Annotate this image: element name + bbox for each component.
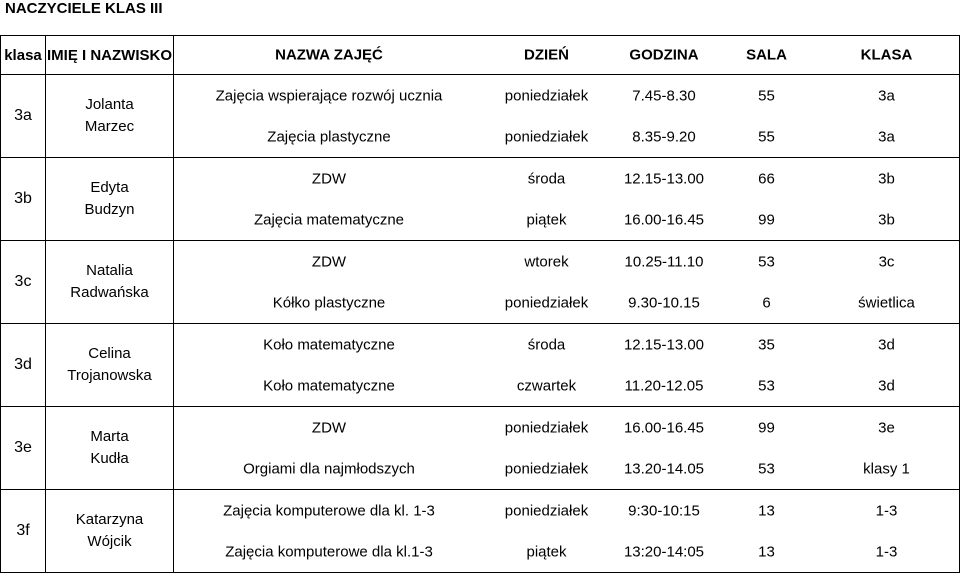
session-line <box>174 490 959 531</box>
session-line <box>174 241 959 282</box>
header-room: SALA <box>746 46 787 64</box>
session-day: środa <box>527 170 566 187</box>
session-subject: Kółko plastyczne <box>272 294 386 311</box>
session-subject: Zajęcia wspierające rozwój ucznia <box>215 87 443 104</box>
header-klasa: klasa <box>1 36 46 75</box>
class-cell: 3c <box>1 241 46 324</box>
session-group: 3d <box>878 336 895 353</box>
session-room: 13 <box>758 502 775 519</box>
teacher-name-cell <box>46 490 174 573</box>
session-room: 53 <box>758 377 775 394</box>
session-room: 55 <box>758 87 775 104</box>
session-time: 9.30-10.15 <box>628 294 700 311</box>
session-subject: Zajęcia komputerowe dla kl.1-3 <box>225 543 433 560</box>
header-name: IMIĘ I NAZWISKO <box>46 36 174 75</box>
session-subject: Zajęcia plastyczne <box>267 128 391 145</box>
header-details <box>174 36 960 75</box>
session-subject: Zajęcia komputerowe dla kl. 1-3 <box>223 502 435 519</box>
session-line <box>174 282 959 323</box>
teacher-last-name: Trojanowska <box>67 367 152 384</box>
session-subject: ZDW <box>311 419 347 436</box>
table-row <box>1 407 960 490</box>
teacher-last-name: Budzyn <box>84 201 135 218</box>
teacher-first-name: Edyta <box>90 179 129 196</box>
session-day: poniedziałek <box>504 502 589 519</box>
session-day: poniedziałek <box>504 128 589 145</box>
session-room: 53 <box>758 253 775 270</box>
class-cell: 3a <box>1 75 46 158</box>
session-subject: Orgiami dla najmłodszych <box>243 460 415 477</box>
session-day: piątek <box>526 211 567 228</box>
session-group: 3b <box>878 211 895 228</box>
header-day: DZIEŃ <box>524 46 569 64</box>
session-day: poniedziałek <box>504 419 589 436</box>
teacher-name-cell <box>46 158 174 241</box>
session-day: czwartek <box>516 377 577 394</box>
session-group: 3d <box>878 377 895 394</box>
session-time: 13.20-14.05 <box>623 460 705 477</box>
teacher-first-name: Marta <box>90 428 129 445</box>
session-group: 3e <box>878 419 895 436</box>
session-time: 13:20-14:05 <box>623 543 705 560</box>
session-group: 3a <box>878 128 895 145</box>
session-line <box>174 531 959 572</box>
session-time: 8.35-9.20 <box>632 128 696 145</box>
session-subject: Koło matematyczne <box>263 377 395 394</box>
teacher-name-cell <box>46 75 174 158</box>
header-time: GODZINA <box>629 46 699 64</box>
session-line <box>174 448 959 489</box>
teacher-first-name: Natalia <box>86 262 133 279</box>
teacher-last-name: Wójcik <box>87 533 132 550</box>
session-subject: Zajęcia matematyczne <box>253 211 405 228</box>
session-time: 9:30-10:15 <box>628 502 700 519</box>
sessions-cell <box>174 241 960 324</box>
table-row <box>1 75 960 158</box>
session-time: 12.15-13.00 <box>623 336 705 353</box>
session-subject: ZDW <box>311 170 347 187</box>
table-row <box>1 158 960 241</box>
session-group: 1-3 <box>875 502 898 519</box>
teacher-name-cell <box>46 324 174 407</box>
teachers-schedule-table <box>0 35 960 573</box>
session-group: 1-3 <box>875 543 898 560</box>
session-room: 6 <box>762 294 771 311</box>
session-room: 35 <box>758 336 775 353</box>
session-day: wtorek <box>524 253 569 270</box>
session-time: 7.45-8.30 <box>632 87 696 104</box>
session-line <box>174 199 959 240</box>
sessions-cell <box>174 324 960 407</box>
sessions-cell <box>174 158 960 241</box>
table-row <box>1 324 960 407</box>
sessions-cell <box>174 75 960 158</box>
teacher-name-cell <box>46 407 174 490</box>
teacher-name-cell <box>46 241 174 324</box>
session-day: środa <box>527 336 566 353</box>
session-line <box>174 75 959 116</box>
session-room: 13 <box>758 543 775 560</box>
sessions-cell <box>174 490 960 573</box>
table-row <box>1 241 960 324</box>
session-group: 3c <box>878 253 895 270</box>
header-subject: NAZWA ZAJĘĆ <box>275 46 383 64</box>
session-time: 10.25-11.10 <box>624 253 704 270</box>
session-room: 53 <box>758 460 775 477</box>
page-title: NACZYCIELE KLAS III <box>5 0 163 17</box>
session-line <box>174 365 959 406</box>
session-time: 16.00-16.45 <box>623 211 705 228</box>
teacher-first-name: Jolanta <box>85 96 134 113</box>
session-room: 99 <box>758 419 775 436</box>
session-time: 16.00-16.45 <box>623 419 705 436</box>
session-line <box>174 324 959 365</box>
table-header-row <box>1 36 960 75</box>
session-room: 66 <box>758 170 775 187</box>
session-time: 11.20-12.05 <box>624 377 704 394</box>
session-day: piątek <box>526 543 567 560</box>
header-group: KLASA <box>860 46 913 64</box>
session-day: poniedziałek <box>504 294 589 311</box>
session-time: 12.15-13.00 <box>623 170 705 187</box>
class-cell: 3d <box>1 324 46 407</box>
teacher-first-name: Katarzyna <box>75 511 144 528</box>
session-room: 55 <box>758 128 775 145</box>
teacher-first-name: Celina <box>88 345 131 362</box>
session-line <box>174 158 959 199</box>
sessions-cell <box>174 407 960 490</box>
session-group: 3a <box>878 87 895 104</box>
class-cell: 3e <box>1 407 46 490</box>
class-cell: 3b <box>1 158 46 241</box>
session-subject: ZDW <box>311 253 347 270</box>
session-subject: Koło matematyczne <box>263 336 395 353</box>
session-group: 3b <box>878 170 895 187</box>
session-line <box>174 116 959 157</box>
session-group: świetlica <box>858 294 915 311</box>
session-day: poniedziałek <box>504 87 589 104</box>
teacher-last-name: Radwańska <box>70 284 149 301</box>
session-line <box>174 407 959 448</box>
table-row <box>1 490 960 573</box>
session-group: klasy 1 <box>863 460 910 477</box>
session-day: poniedziałek <box>504 460 589 477</box>
class-cell: 3f <box>1 490 46 573</box>
session-room: 99 <box>758 211 775 228</box>
teacher-last-name: Marzec <box>84 118 135 135</box>
teacher-last-name: Kudła <box>90 450 129 467</box>
